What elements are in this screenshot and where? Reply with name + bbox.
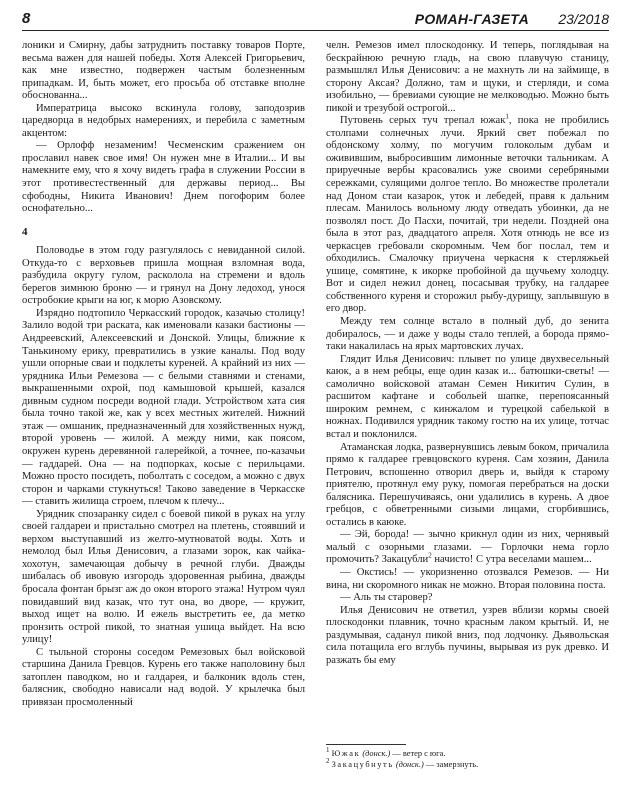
footnote-divider bbox=[326, 744, 406, 745]
text-run: — Эй, борода! — зычно крикнул один из них, чернявый малый с озорными глазами. — Горлочки нема горло промочить? Закацубли bbox=[326, 529, 609, 566]
paragraph: — Аль ты старовер? bbox=[340, 592, 433, 604]
footnote bbox=[326, 748, 609, 759]
paragraph: Половодье в этом году разгулялось с невиданной силой. Откуда-то с верховьев пришла мощная взломная вода, разбудила округу гулом, расколола на стремени и вдоль берегов зимнюю броню — и грянул на Дону ледоход, унося остробокие крыги на юг, к морю Азовскому. bbox=[22, 245, 305, 307]
paragraph bbox=[326, 529, 609, 567]
magazine-title: РОМАН-ГАЗЕТА bbox=[414, 11, 529, 27]
paragraph: челн. Ремезов имел плоскодонку. И теперь, поглядывая на бескрайнюю речную гладь, на свою плавучую станицу, размышлял Илья Денисович: а не махнуть ли на займище, в сторону Аксая? Должно, там и щуки, и стерляди, и сома изобильно, — бревиами сующие не мелководью. Можно быть пикой и трезубой острогой... bbox=[326, 40, 609, 114]
paragraph bbox=[326, 112, 609, 316]
text-run: начисто! С утра веселами машем... bbox=[431, 554, 592, 566]
page-number: 8 bbox=[22, 10, 31, 27]
footnote-source: (донск.) bbox=[362, 749, 391, 758]
paragraph: Илья Денисович не ответил, узрев вблизи кормы своей плоскодонки плавник, точно красным лаком крытый. И, не раздумывая, саданул пикой вниз, под лодчонку. Дьявольская сила потащила его вглубь пучины, вырывая из рук древко. И разжать бы ему bbox=[326, 604, 609, 666]
footnote bbox=[326, 759, 609, 770]
text-run: Путовень серых туч трепал южак bbox=[340, 115, 506, 127]
paragraph: Глядит Илья Денисович: плывет по улице двухвесельный каюк, а в нем ребцы, еще один казак и... батюшки-светы! — самолично войсковой атаман Семен Никитич Сулин, в расшитом кафтане и собольей шапке, перепоясанный широким ремнем, с кинжалом и турецкой сабелькой в ножнах. Подивился урядник такому гостю на их улице, тотчас встал и поклонился. bbox=[326, 353, 609, 440]
chapter-number: 4 bbox=[22, 225, 28, 238]
footnotes bbox=[326, 744, 609, 770]
paragraph: — Орлофф незаменим! Чесменским сражением он прославил навек свое имя! Он нужен мне в Италии... И вы намекните ему, что я хочу видеть графа в служении России в этот противестественный для державы период... Вы сфободны, Никита Иванович! Днем погофорим более оснофательно... bbox=[22, 140, 305, 215]
footnote-term: Южак bbox=[331, 749, 361, 758]
footnote-ref[interactable]: 2 bbox=[428, 551, 432, 560]
footnote-definition: — ветер с юга. bbox=[392, 749, 446, 758]
paragraph: — Окстись! — укоризненно отозвался Ремезов. — Ни вина, ни скоромного никак не можно. Вторая половина поста. bbox=[326, 566, 609, 591]
paragraph: Императрица высоко вскинула голову, заподозрив царедворца в недобрых намерениях, и перебила с заметным акцентом: bbox=[22, 102, 305, 139]
paragraph: Атаманская лодка, развернувшись левым боком, причалила прямо к галдарее гревцовского куреня. Сам хозяин, Данила Петрович, вспошенно отворил дверь и, выйдя к старому приятелю, протянул ему руку, помогая перебраться на доски балясника. Перешучиваясь, они удалились в курень. А двое гребцов, с обветренными сизыми лицами, сгорбившись, остались в каюке. bbox=[326, 441, 609, 528]
left-column bbox=[22, 40, 305, 709]
text-run: , пока не пробились столпами солнечных лучи. Яркий свет побежал по обдонскому холму, по могучим голоколым дубам и оживившим, выбросившим лимонные веточки тальникам. А прируечные вербы красовались уже своими серебряными сережками, сулящими долгое тепло. Во множестве пролетали над Доном стаи казарок, уток и лебедей, правя к дальним плесам. Манилось вольному люду отведать убоинки, да не позволял пост. До Пасхи, почитай, три недели. Поздней она была в этот раз, двадцатого апреля. Хотя отнюдь не все из черкасцев гребовали скоромным. Чем бог послал, тем и обходились. Смалочку приучена черкасня к стерляжьей ушице, сомятине, к икорке пробойной да щучьему холодцу. Вот и сидел нежил донец, посасывая трубку, на галдарее собственного куреня и сторожил рыбу-дурищу, заплывшую в его двор. bbox=[326, 115, 609, 315]
footnote-number: 1 bbox=[326, 746, 330, 755]
running-header bbox=[22, 10, 609, 31]
issue-number: 23/2018 bbox=[558, 11, 609, 27]
footnote-definition: — замерзнуть. bbox=[425, 760, 479, 769]
footnote-source: (донск.) bbox=[395, 760, 424, 769]
paragraph: С тыльной стороны соседом Ремезовых был войсковой старшина Данила Гревцов. Курень его также наполовину был затоплен паводком, но и галдарея, и балконик вдоль стен, балясник, свободно нависали над водой. У крылечка был привязан просмоленный bbox=[22, 646, 305, 708]
footnote-ref[interactable]: 1 bbox=[505, 112, 509, 121]
paragraph: Между тем солнце встало в полный дуб, до зенита добиралось, — и даже у воды стало теплей, а борода прямо-таки накалилась на ярых мартовских лучах. bbox=[326, 316, 609, 353]
paragraph: Изрядно подтопило Черкасский городок, казачью столицу! Залило водой три раската, как именовали казаки бастионы — Андреевский, Алексеевский и Донской. Улицы, ближние к Танькиному ерику, превратились в узкие каналы. Под воду ушли опорные сваи и подклеты куреней. А крайний из них — урядника Ильи Ремезова — с белыми ставнями и стенами, выкрашенными охрой, под камышовой крышей, казался дивным судном посреди водной глади. Устройством хата сия была точно такой же, как у всех местных жителей. Нижний этаж — омшаник, предназначенный для хозяйственных нужд, второй уровень — жилой. А между ними, как поясом, окружен курень деревянной галерейкой, а точнее, по-казачьи — гаддарей. Она — на подпорках, косые с перильцами. Можно просто посидеть, поболтать с соседом, а можно с двух сторон и чарками стукнуться! Таково заведение в Черкасске — ставить жилища строем, плечом к плечу... bbox=[22, 307, 305, 508]
right-column bbox=[326, 40, 609, 667]
paragraph: Урядник спозаранку сидел с боевой пикой в руках на углу своей галдареи и пристально смотрел на плетень, стоявший и верхом выступавший из желто-мутноватой воды. Хоть и немолод был Илья Денисович, а глазами зорок, как чайка-хохотун, замечающая добычу в речной глуби. Дважды шибалась об ивовую изгородь здоровенная рыбина, дважды бросала фонтан брызг аж до окон второго этажа! Нутром чуял повидавший вид казак, что тут она, во дворе, — кружит, выход ищет на волю. И ежель выстретить ее, да метко пронзить острой пикой, то знатная ушица выйдет. На всю улицу! bbox=[22, 508, 305, 646]
footnote-number: 2 bbox=[326, 757, 330, 766]
paragraph: лоники и Смирну, дабы затруднить поставку товаров Порте, весьма важен для нашей победы. Хотя Алексей Григорьевич, как мне известно, подвержен частым болезненным припадкам. И, быть может, его просьба об отставке вполне обоснованна... bbox=[22, 40, 305, 102]
footnote-term: Закацубнуть bbox=[331, 760, 394, 769]
